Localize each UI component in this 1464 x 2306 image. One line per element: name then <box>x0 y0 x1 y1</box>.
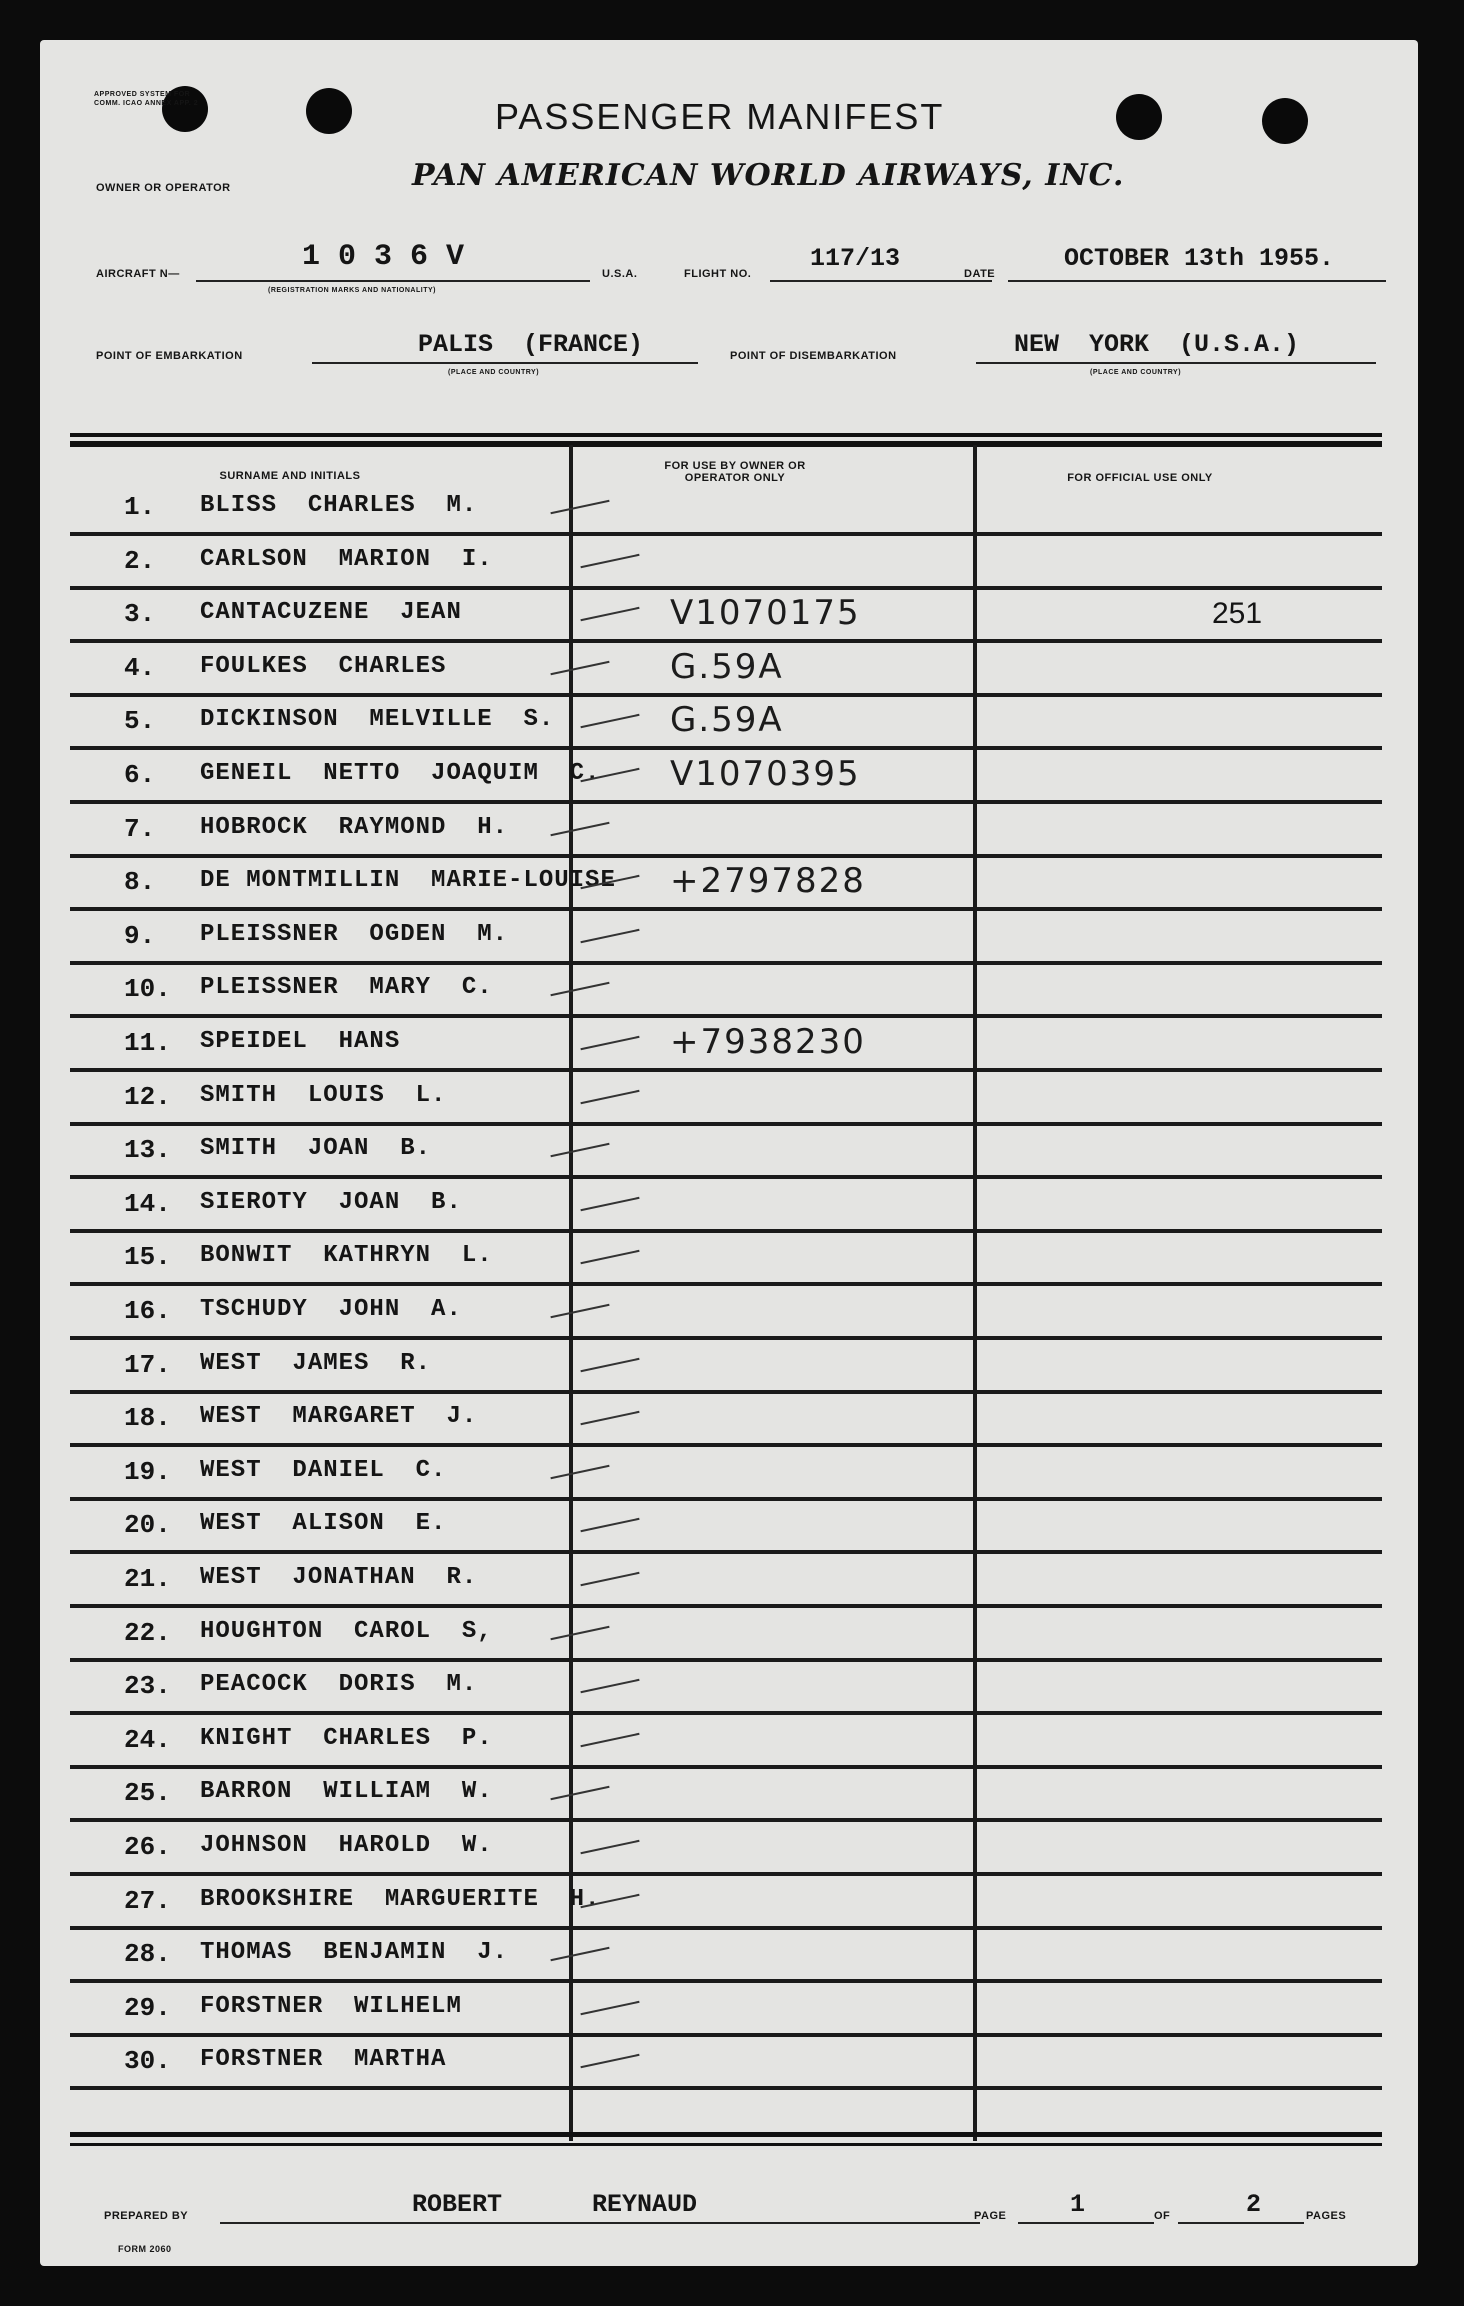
row-number: 3. <box>124 599 156 629</box>
check-mark <box>580 1840 639 1854</box>
row-number: 12. <box>124 1082 171 1112</box>
passenger-name: SPEIDEL HANS <box>200 1028 401 1055</box>
usa-label: U.S.A. <box>602 268 638 280</box>
check-mark <box>580 1679 639 1693</box>
row-rule <box>70 2033 1382 2037</box>
prepared-label: PREPARED BY <box>104 2210 189 2222</box>
row-rule <box>70 1068 1382 1072</box>
check-mark <box>580 714 639 728</box>
check-mark <box>550 1304 609 1318</box>
passenger-name: DE MONTMILLIN MARIE-LOUISE <box>200 867 616 894</box>
passenger-name: GENEIL NETTO JOAQUIM C. <box>200 760 601 787</box>
row-number: 23. <box>124 1671 171 1701</box>
row-number: 7. <box>124 814 156 844</box>
check-mark <box>580 1036 639 1050</box>
date-value: OCTOBER 13th 1955. <box>1064 244 1335 273</box>
passenger-name: WEST JONATHAN R. <box>200 1564 478 1591</box>
embark-value: PALIS (FRANCE) <box>418 330 644 359</box>
row-number: 25. <box>124 1778 171 1808</box>
table-top-rule <box>70 433 1382 437</box>
check-mark <box>580 1733 639 1747</box>
row-number: 21. <box>124 1564 171 1594</box>
check-mark <box>580 1411 639 1425</box>
punch-hole <box>1262 98 1308 144</box>
prepared-value: ROBERT REYNAUD <box>412 2190 698 2219</box>
row-rule <box>70 1872 1382 1876</box>
passenger-name: SIEROTY JOAN B. <box>200 1189 462 1216</box>
row-rule <box>70 961 1382 965</box>
aircraft-label: AIRCRAFT N— <box>96 268 180 280</box>
row-rule <box>70 1282 1382 1286</box>
row-number: 28. <box>124 1939 171 1969</box>
check-mark <box>550 1786 609 1800</box>
date-label: DATE <box>964 268 996 280</box>
col-header-owner-use: FOR USE BY OWNER OR OPERATOR ONLY <box>664 460 806 484</box>
check-mark <box>550 1143 609 1157</box>
row-number: 13. <box>124 1135 171 1165</box>
passenger-name: BONWIT KATHRYN L. <box>200 1242 493 1269</box>
check-mark <box>550 822 609 836</box>
passenger-name: CANTACUZENE JEAN <box>200 599 462 626</box>
passenger-name: WEST DANIEL C. <box>200 1457 447 1484</box>
row-number: 29. <box>124 1993 171 2023</box>
row-rule <box>70 1658 1382 1662</box>
check-mark <box>550 1947 609 1961</box>
page-underline <box>1018 2222 1154 2224</box>
row-rule <box>70 2086 1382 2090</box>
column-divider <box>973 445 977 2141</box>
check-mark <box>580 929 639 943</box>
row-rule <box>70 800 1382 804</box>
row-rule <box>70 1497 1382 1501</box>
page-title: PASSENGER MANIFEST <box>495 96 945 137</box>
manifest-sheet <box>40 40 1418 2266</box>
date-underline <box>1008 280 1386 282</box>
row-rule <box>70 1122 1382 1126</box>
row-number: 15. <box>124 1242 171 1272</box>
passenger-name: BLISS CHARLES M. <box>200 492 478 519</box>
row-rule <box>70 639 1382 643</box>
pages-label: PAGES <box>1306 2210 1347 2222</box>
owner-note: +7938230 <box>670 1022 866 1062</box>
official-note: 251 <box>1212 597 1263 630</box>
owner-label: OWNER OR OPERATOR <box>96 182 231 194</box>
col-header-official: FOR OFFICIAL USE ONLY <box>1067 472 1213 484</box>
row-number: 20. <box>124 1510 171 1540</box>
embark-underline <box>312 362 698 364</box>
row-number: 24. <box>124 1725 171 1755</box>
check-mark <box>580 1250 639 1264</box>
row-number: 19. <box>124 1457 171 1487</box>
row-number: 14. <box>124 1189 171 1219</box>
row-number: 6. <box>124 760 156 790</box>
row-number: 18. <box>124 1403 171 1433</box>
embark-label: POINT OF EMBARKATION <box>96 350 243 362</box>
row-rule <box>70 1979 1382 1983</box>
passenger-name: BARRON WILLIAM W. <box>200 1778 493 1805</box>
check-mark <box>580 1090 639 1104</box>
row-rule <box>70 1550 1382 1554</box>
row-rule <box>70 586 1382 590</box>
row-rule <box>70 1229 1382 1233</box>
passenger-name: TSCHUDY JOHN A. <box>200 1296 462 1323</box>
row-rule <box>70 1926 1382 1930</box>
owner-note: G.59A <box>670 700 784 740</box>
of-underline <box>1178 2222 1304 2224</box>
passenger-name: DICKINSON MELVILLE S. <box>200 706 555 733</box>
row-number: 27. <box>124 1886 171 1916</box>
passenger-name: SMITH JOAN B. <box>200 1135 432 1162</box>
col-header-surname: SURNAME AND INITIALS <box>219 470 361 482</box>
passenger-name: FOULKES CHARLES <box>200 653 447 680</box>
check-mark <box>580 607 639 621</box>
row-number: 17. <box>124 1350 171 1380</box>
of-label: OF <box>1154 2210 1171 2222</box>
check-mark <box>550 661 609 675</box>
passenger-name: HOUGHTON CAROL S, <box>200 1618 493 1645</box>
table-bottom-rule <box>70 2132 1382 2137</box>
passenger-name: JOHNSON HAROLD W. <box>200 1832 493 1859</box>
row-rule <box>70 1390 1382 1394</box>
row-number: 2. <box>124 546 156 576</box>
check-mark <box>580 2001 639 2015</box>
check-mark <box>550 982 609 996</box>
embark-caption: (PLACE AND COUNTRY) <box>448 369 540 376</box>
row-number: 22. <box>124 1618 171 1648</box>
row-rule <box>70 1818 1382 1822</box>
form-number: FORM 2060 <box>118 2244 172 2254</box>
check-mark <box>550 500 609 514</box>
passenger-name: CARLSON MARION I. <box>200 546 493 573</box>
passenger-name: PEACOCK DORIS M. <box>200 1671 478 1698</box>
passenger-name: WEST MARGARET J. <box>200 1403 478 1430</box>
check-mark <box>580 1518 639 1532</box>
row-number: 11. <box>124 1028 171 1058</box>
row-number: 16. <box>124 1296 171 1326</box>
check-mark <box>580 1197 639 1211</box>
page-value: 1 <box>1070 2190 1086 2219</box>
row-rule <box>70 1014 1382 1018</box>
passenger-name: SMITH LOUIS L. <box>200 1082 447 1109</box>
passenger-name: FORSTNER WILHELM <box>200 1993 462 2020</box>
row-number: 9. <box>124 921 156 951</box>
owner-note: +2797828 <box>670 861 866 901</box>
passenger-name: PLEISSNER MARY C. <box>200 974 493 1001</box>
check-mark <box>550 1465 609 1479</box>
row-number: 1. <box>124 492 156 522</box>
aircraft-caption: (REGISTRATION MARKS AND NATIONALITY) <box>268 287 436 294</box>
approval-stamp: APPROVED SYSTEM FOR COMM. ICAO ANNEX APP. 2 <box>94 91 199 107</box>
table-top-rule <box>70 441 1382 447</box>
of-value: 2 <box>1246 2190 1262 2219</box>
row-rule <box>70 1765 1382 1769</box>
passenger-name: HOBROCK RAYMOND H. <box>200 814 509 841</box>
passenger-name: FORSTNER MARTHA <box>200 2046 447 2073</box>
flight-value: 117/13 <box>810 244 901 273</box>
flight-label: FLIGHT NO. <box>684 268 752 280</box>
row-number: 30. <box>124 2046 171 2076</box>
prepared-underline <box>220 2222 980 2224</box>
owner-note: V1070175 <box>670 593 861 633</box>
row-number: 5. <box>124 706 156 736</box>
disembark-underline <box>976 362 1376 364</box>
passenger-name: WEST JAMES R. <box>200 1350 432 1377</box>
aircraft-value: 1 0 3 6 V <box>302 240 465 274</box>
flight-underline <box>770 280 992 282</box>
row-number: 4. <box>124 653 156 683</box>
punch-hole <box>306 88 352 134</box>
row-number: 26. <box>124 1832 171 1862</box>
row-rule <box>70 746 1382 750</box>
owner-note: G.59A <box>670 647 784 687</box>
row-rule <box>70 854 1382 858</box>
page-label: PAGE <box>974 2210 1007 2222</box>
punch-hole <box>1116 94 1162 140</box>
disembark-value: NEW YORK (U.S.A.) <box>1014 330 1300 359</box>
passenger-name: BROOKSHIRE MARGUERITE H. <box>200 1886 601 1913</box>
row-rule <box>70 693 1382 697</box>
row-rule <box>70 1711 1382 1715</box>
disembark-caption: (PLACE AND COUNTRY) <box>1090 369 1182 376</box>
passenger-name: PLEISSNER OGDEN M. <box>200 921 509 948</box>
row-number: 8. <box>124 867 156 897</box>
row-rule <box>70 907 1382 911</box>
row-rule <box>70 1336 1382 1340</box>
check-mark <box>550 1626 609 1640</box>
owner-value: PAN AMERICAN WORLD AIRWAYS, INC. <box>412 158 1125 193</box>
check-mark <box>580 554 639 568</box>
passenger-name: WEST ALISON E. <box>200 1510 447 1537</box>
aircraft-underline <box>196 280 590 282</box>
row-rule <box>70 532 1382 536</box>
check-mark <box>580 1358 639 1372</box>
owner-note: V1070395 <box>670 754 861 794</box>
passenger-name: KNIGHT CHARLES P. <box>200 1725 493 1752</box>
check-mark <box>580 2054 639 2068</box>
row-rule <box>70 1604 1382 1608</box>
row-number: 10. <box>124 974 171 1004</box>
row-rule <box>70 1443 1382 1447</box>
table-bottom-rule <box>70 2143 1382 2146</box>
check-mark <box>580 1572 639 1586</box>
disembark-label: POINT OF DISEMBARKATION <box>730 350 897 362</box>
row-rule <box>70 1175 1382 1179</box>
passenger-name: THOMAS BENJAMIN J. <box>200 1939 509 1966</box>
